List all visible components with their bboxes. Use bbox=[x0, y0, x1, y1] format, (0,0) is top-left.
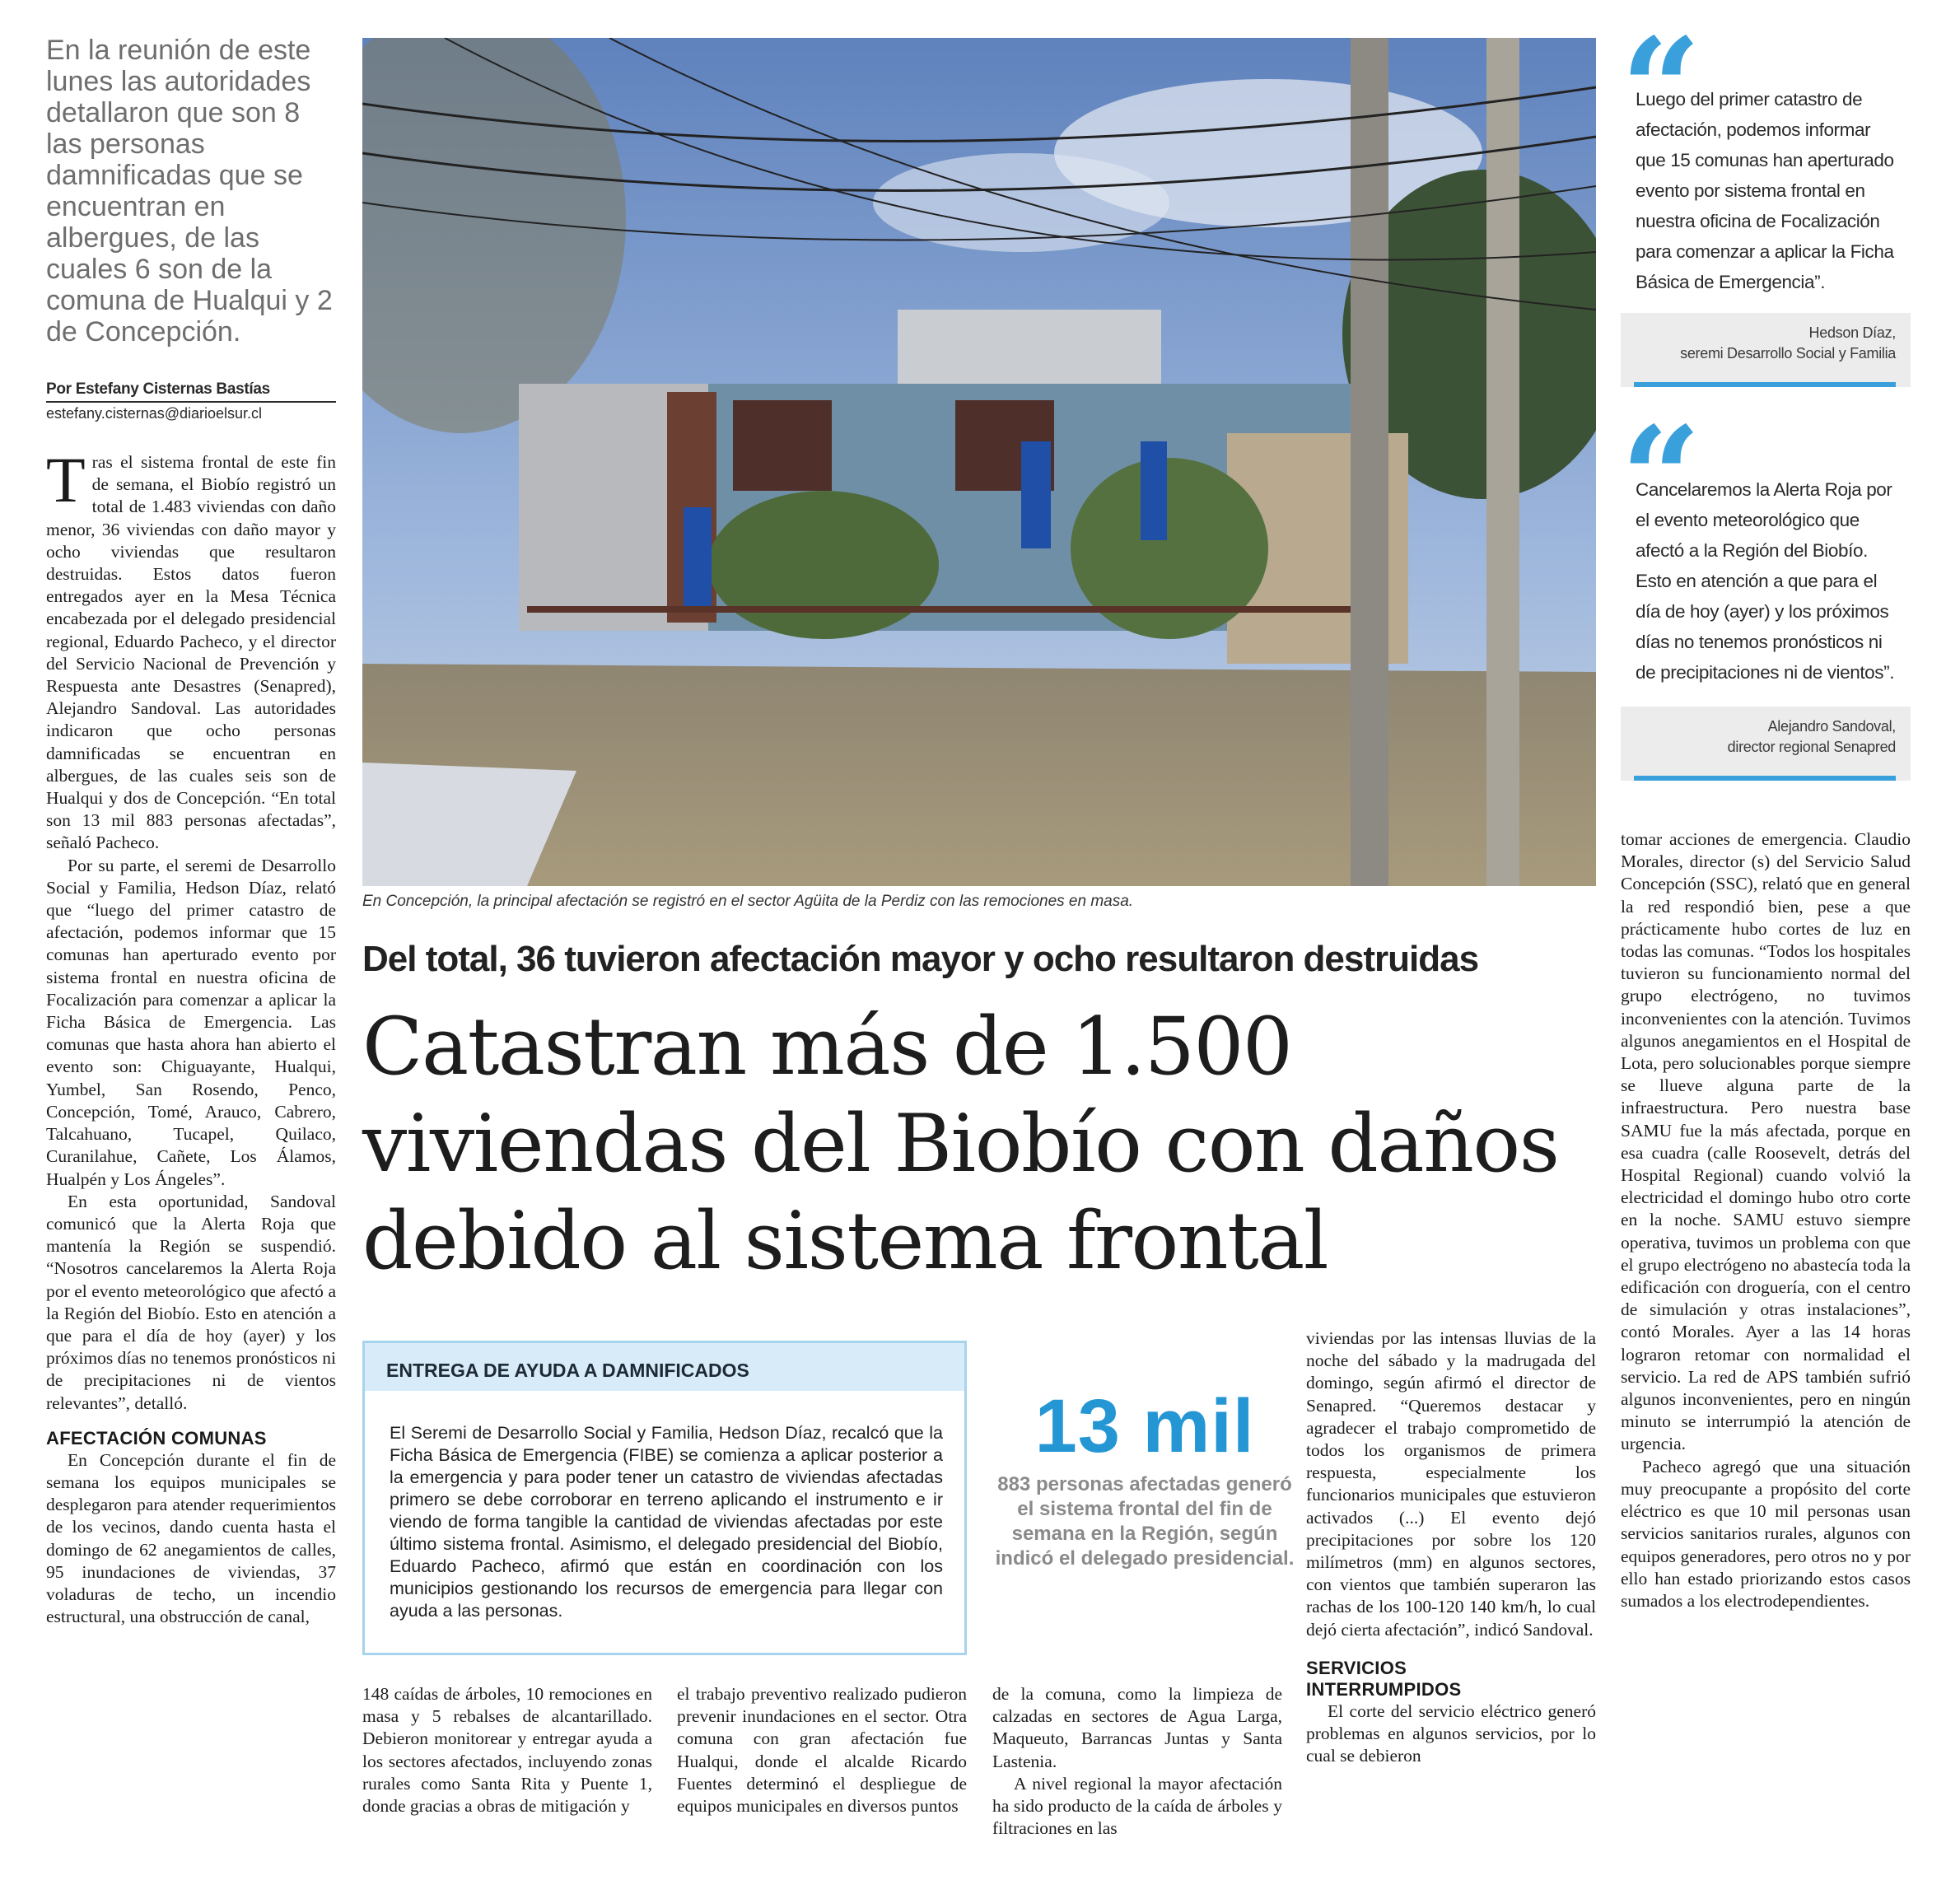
col3-paragraph: el trabajo preventivo realizado pudieron prevenir inundaciones en el sector. Otra comuna con gran afectación fue Hualqui, donde el alcalde Ricardo Fuentes determinó el despliegue de equipos municipales en diversos puntos bbox=[677, 1684, 967, 1817]
subhead-servicios-interrumpidos: SERVICIOS INTERRUMPIDOS bbox=[1306, 1657, 1462, 1700]
dropcap: T bbox=[46, 444, 86, 515]
author-email[interactable]: estefany.cisternas@diarioelsur.cl bbox=[46, 405, 263, 422]
stat-number: 13 mil bbox=[1034, 1384, 1255, 1468]
info-box bbox=[362, 1341, 967, 1655]
quote-2-text: Cancelaremos la Alerta Roja por el evento meteorológico que afectó a la Región del Biobío. Esto en atención a que para el día de hoy (ayer) y los próximos días no tenemos pronósticos ni de precipitaciones ni de vientos”. bbox=[1636, 479, 1895, 683]
stat-text: 883 personas afectadas generó el sistema frontal del fin de semana en la Región, según indicó el delegado presidencial. bbox=[995, 1473, 1295, 1570]
quote-2-name: Alejandro Sandoval, bbox=[1767, 718, 1896, 735]
quote-2-attribution bbox=[1621, 707, 1911, 781]
col1-paragraph-4: En Concepción durante el fin de semana los equipos municipales se desplegaron para atender requerimientos de los vecinos, dando cuenta hasta el domingo de 62 anegamientos de calles, 95 inundaciones de viviendas, 37 voladuras de techo, un incendio estructural, una obstrucción de canal, bbox=[46, 1449, 336, 1627]
photo-illustration bbox=[362, 38, 1596, 886]
headline-line-1: Catastran más de 1.500 bbox=[362, 1001, 1292, 1093]
headline-line-3: debido al sistema frontal bbox=[362, 1195, 1328, 1287]
news-photo bbox=[362, 38, 1596, 886]
col5-paragraph-2: El corte del servicio eléctrico generó problemas en algunos servicios, por lo cual se debieron bbox=[1306, 1700, 1596, 1766]
quote-1-name: Hedson Díaz, bbox=[1808, 324, 1896, 341]
col4-paragraph-1: de la comuna, como la limpieza de calzadas en sectores de Agua Larga, Maqueuto, Barrancas Juntas y Santa Lastenia. bbox=[992, 1684, 1282, 1771]
col6-paragraph-2: Pacheco agregó que una situación muy preocupante a propósito del corte eléctrico es que 10 mil personas usan servicios sanitarios rurales, algunos con equipos generadores, pero otros no y por ello han estado priorizando estos casos sumados a los electrodependientes. bbox=[1621, 1456, 1911, 1611]
quote-mark-icon: “ bbox=[1621, 7, 1687, 172]
column-1 bbox=[46, 444, 336, 1628]
quote-1-role: seremi Desarrollo Social y Familia bbox=[1680, 345, 1896, 362]
column-3 bbox=[677, 1683, 967, 1817]
info-box-body: El Seremi de Desarrollo Social y Familia, Hedson Díaz, recalcó que la Ficha Básica de Emergencia (FIBE) se comienza a aplicar posterior a la emergencia y para poder tener un catastro de viviendas afectadas primero se debe corroborar en terreno aplicando el instrumento e ir viendo de forma tangible la cantidad de viviendas afectadas por este último sistema frontal. Asimismo, el delegado presidencial del Biobío, Eduardo Pacheco, afirmó que están en coordinación con los municipios gestionando los recursos de emergencia para llegar con ayuda a las personas. bbox=[390, 1423, 943, 1621]
quote-2-role: director regional Senapred bbox=[1727, 739, 1896, 755]
col4-paragraph-2: A nivel regional la mayor afectación ha sido producto de la caída de árboles y filtraciones en las bbox=[992, 1773, 1282, 1839]
column-5 bbox=[1306, 1327, 1596, 1767]
quote-mark-icon: “ bbox=[1621, 396, 1687, 561]
col6-paragraph-1: tomar acciones de emergencia. Claudio Morales, director (s) del Servicio Salud Concepción (SSC), relató que en general la red respondió bien, pese a que prácticamente hubo cortes de luz en todas las comunas. “Todos los hospitales tuvieron su funcionamiento normal del grupo electrógeno, no tuvimos inconvenientes con la atención. Tuvimos algunos anegamientos en el Hospital de Lota, pero solucionables porque siempre se llueve alguna parte de la infraestructura. Pero nuestra base SAMU fue la más afectada, porque en esa cuadra (calle Roosevelt, detrás del Hospital Regional) cuando volvió la electricidad el domingo hubo otro corte en la noche. SAMU estuvo siempre operativa, tuvimos un problema con que el grupo electrógeno no abastecía toda la edificación con droguería, con el centro de simulación y otras instalaciones”, contó Morales. Ayer a las 14 horas lograron retomar con normalidad el servicio. La red de APS también sufrió algunos inconvenientes, pero en ningún minuto se interrumpió la atención de urgencia. bbox=[1621, 829, 1911, 1454]
byline: Por Estefany Cisternas Bastías bbox=[46, 380, 336, 403]
col5-paragraph-1: viviendas por las intensas lluvias de la noche del sábado y la madrugada del domingo, según afirmó el director de Senapred. “Queremos destacar y agradecer el trabajo comprometido de todos los organismos de primera respuesta, especialmente los funcionarios municipales que estuvieron activados (...) El evento dejó precipitaciones por sobre los 120 milímetros (mm) en algunos sectores, con vientos que también superaron las rachas de los 100-120 140 km/h, lo cual dejó cierta afectación”, indicó Sandoval. bbox=[1306, 1328, 1596, 1640]
col2-paragraph: 148 caídas de árboles, 10 remociones en masa y 5 rebalses de alcantarillado. Debieron monitorear y entregar ayuda a los sectores afectados, incluyendo zonas rurales como Santa Rita y Puente 1, donde gracias a obras de mitigación y bbox=[362, 1684, 652, 1817]
quote-1-text: Luego del primer catastro de afectación, podemos informar que 15 comunas han aperturado evento por sistema frontal en nuestra oficina de Focalización para comenzar a aplicar la Ficha Básica de Emergencia”. bbox=[1636, 89, 1894, 292]
column-4 bbox=[992, 1683, 1282, 1840]
col1-paragraph-1: ras el sistema frontal de este fin de semana, el Biobío registró un total de 1.483 viviendas con daño menor, 36 viviendas con daño mayor y ocho viviendas que resultaron destruidas. Estos datos fueron entregados ayer en la Mesa Técnica encabezada por el delegado presidencial regional, Eduardo Pacheco, y el director del Servicio Nacional de Prevención y Respuesta ante Desastres (Senapred), Alejandro Sandoval. Las autoridades indicaron que ocho personas damnificadas se encuentran en albergues, de las cuales seis son de Hualqui y dos de Concepción. “En total son 13 mil 883 personas afectadas”, señaló Pacheco. bbox=[46, 452, 336, 853]
col1-paragraph-2: Por su parte, el seremi de Desarrollo Social y Familia, Hedson Díaz, relató que “luego del primer catastro de afectación, podemos informar que 15 comunas han aperturado evento por sistema frontal en nuestra oficina de Focalización para comenzar a aplicar la Ficha Básica de Emergencia. Las comunas que hasta ahora han abierto el evento son: Chiguayante, Hualqui, Yumbel, San Rosendo, Penco, Concepción, Tomé, Arauco, Cabrero, Talcahuano, Tucapel, Quilaco, Curanilahue, Cañete, Los Álamos, Hualpén y Los Ángeles”. bbox=[46, 855, 336, 1189]
quote-1-attribution bbox=[1621, 313, 1911, 387]
column-2 bbox=[362, 1683, 652, 1817]
quote-1-accent-bar bbox=[1634, 382, 1896, 387]
quote-2-accent-bar bbox=[1634, 776, 1896, 781]
headline bbox=[362, 998, 1598, 1290]
kicker: Del total, 36 tuvieron afectación mayor y ocho resultaron destruidas bbox=[362, 939, 1479, 979]
headline-line-2: viviendas del Biobío con daños bbox=[362, 1098, 1559, 1190]
lead-summary: En la reunión de este lunes las autoridades detallaron que son 8 las personas damnificadas que se encuentran en albergues, de las cuales 6 son de la comuna de Hualqui y 2 de Concepción. bbox=[46, 35, 333, 348]
subhead-afectacion-comunas: AFECTACIÓN COMUNAS bbox=[46, 1427, 267, 1448]
info-box-title: ENTREGA DE AYUDA A DAMNIFICADOS bbox=[365, 1343, 964, 1391]
photo-caption: En Concepción, la principal afectación se registró en el sector Agüita de la Perdiz con las remociones en masa. bbox=[362, 893, 1134, 910]
column-6 bbox=[1621, 828, 1911, 1612]
col1-paragraph-3: En esta oportunidad, Sandoval comunicó que la Alerta Roja que mantenía la Región se suspendió. “Nosotros cancelaremos la Alerta Roja por el evento meteorológico que afectó a la Región del Biobío. Esto en atención a que para el día de hoy (ayer) y los próximos días no tenemos pronósticos ni de precipitaciones ni de vientos relevantes”, detalló. bbox=[46, 1191, 336, 1413]
